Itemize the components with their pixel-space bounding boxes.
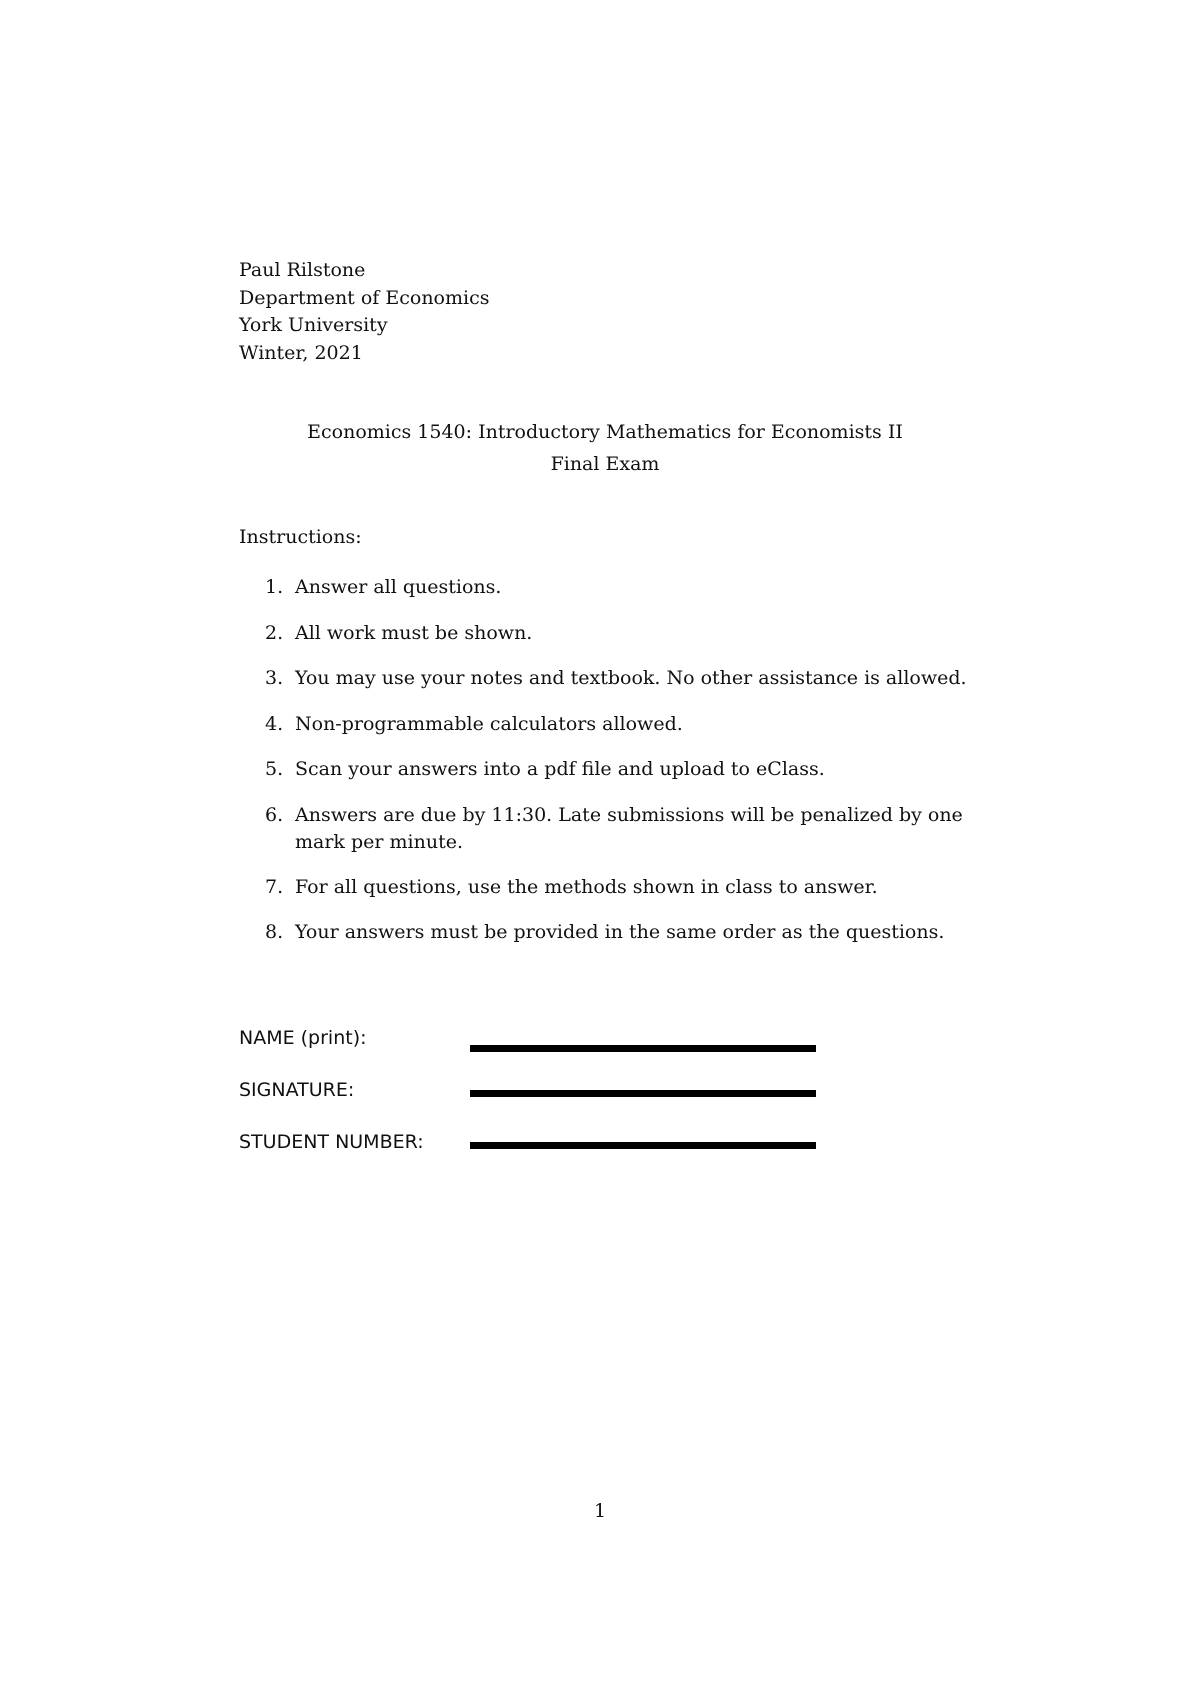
instruction-number: 6.	[265, 803, 284, 826]
instruction-item	[239, 802, 999, 856]
instruction-text: Your answers must be provided in the same order as the questions.	[295, 921, 945, 943]
student-number-field-label: STUDENT NUMBER:	[239, 1131, 424, 1153]
name-field-line[interactable]	[470, 1045, 816, 1052]
instruction-item	[239, 756, 999, 783]
instruction-number: 8.	[265, 921, 284, 943]
name-field-label: NAME (print):	[239, 1027, 367, 1049]
signature-field-line[interactable]	[470, 1090, 816, 1097]
instruction-number: 2.	[265, 621, 284, 644]
author-term: Winter, 2021	[239, 341, 363, 364]
author-block	[239, 257, 489, 367]
instruction-item	[239, 620, 999, 647]
signature-field-label: SIGNATURE:	[239, 1079, 355, 1101]
exam-title: Final Exam	[550, 453, 660, 475]
instruction-item	[239, 919, 999, 946]
author-name: Paul Rilstone	[239, 259, 366, 281]
instruction-item	[239, 574, 999, 601]
instruction-text: For all questions, use the methods shown in class to answer.	[295, 875, 878, 898]
instruction-item	[239, 665, 999, 692]
author-department: Department of Economics	[239, 286, 490, 309]
instruction-number: 5.	[265, 758, 284, 780]
instruction-text: Non-programmable calculators allowed.	[295, 712, 683, 735]
instruction-number: 7.	[265, 875, 284, 898]
instruction-item	[239, 874, 999, 901]
instruction-number: 4.	[265, 712, 284, 735]
course-title: Economics 1540: Introductory Mathematics for Economists II	[307, 421, 903, 443]
instruction-text: Answer all questions.	[295, 576, 502, 598]
instructions-list	[239, 574, 999, 965]
instruction-text: All work must be shown.	[295, 621, 533, 644]
student-number-field-line[interactable]	[470, 1142, 816, 1149]
instruction-text: You may use your notes and textbook. No other assistance is allowed.	[295, 667, 967, 689]
instruction-text: Scan your answers into a pdf file and upload to eClass.	[295, 758, 825, 780]
instruction-item	[239, 711, 999, 738]
instruction-text: Answers are due by 11:30. Late submissions will be penalized by one mark per minute.	[295, 803, 963, 853]
page-number: 1	[593, 1500, 607, 1522]
author-university: York University	[239, 314, 388, 336]
instruction-number: 3.	[265, 667, 284, 689]
instruction-number: 1.	[265, 576, 284, 598]
title-block	[0, 416, 1200, 480]
instructions-heading: Instructions:	[239, 526, 362, 548]
